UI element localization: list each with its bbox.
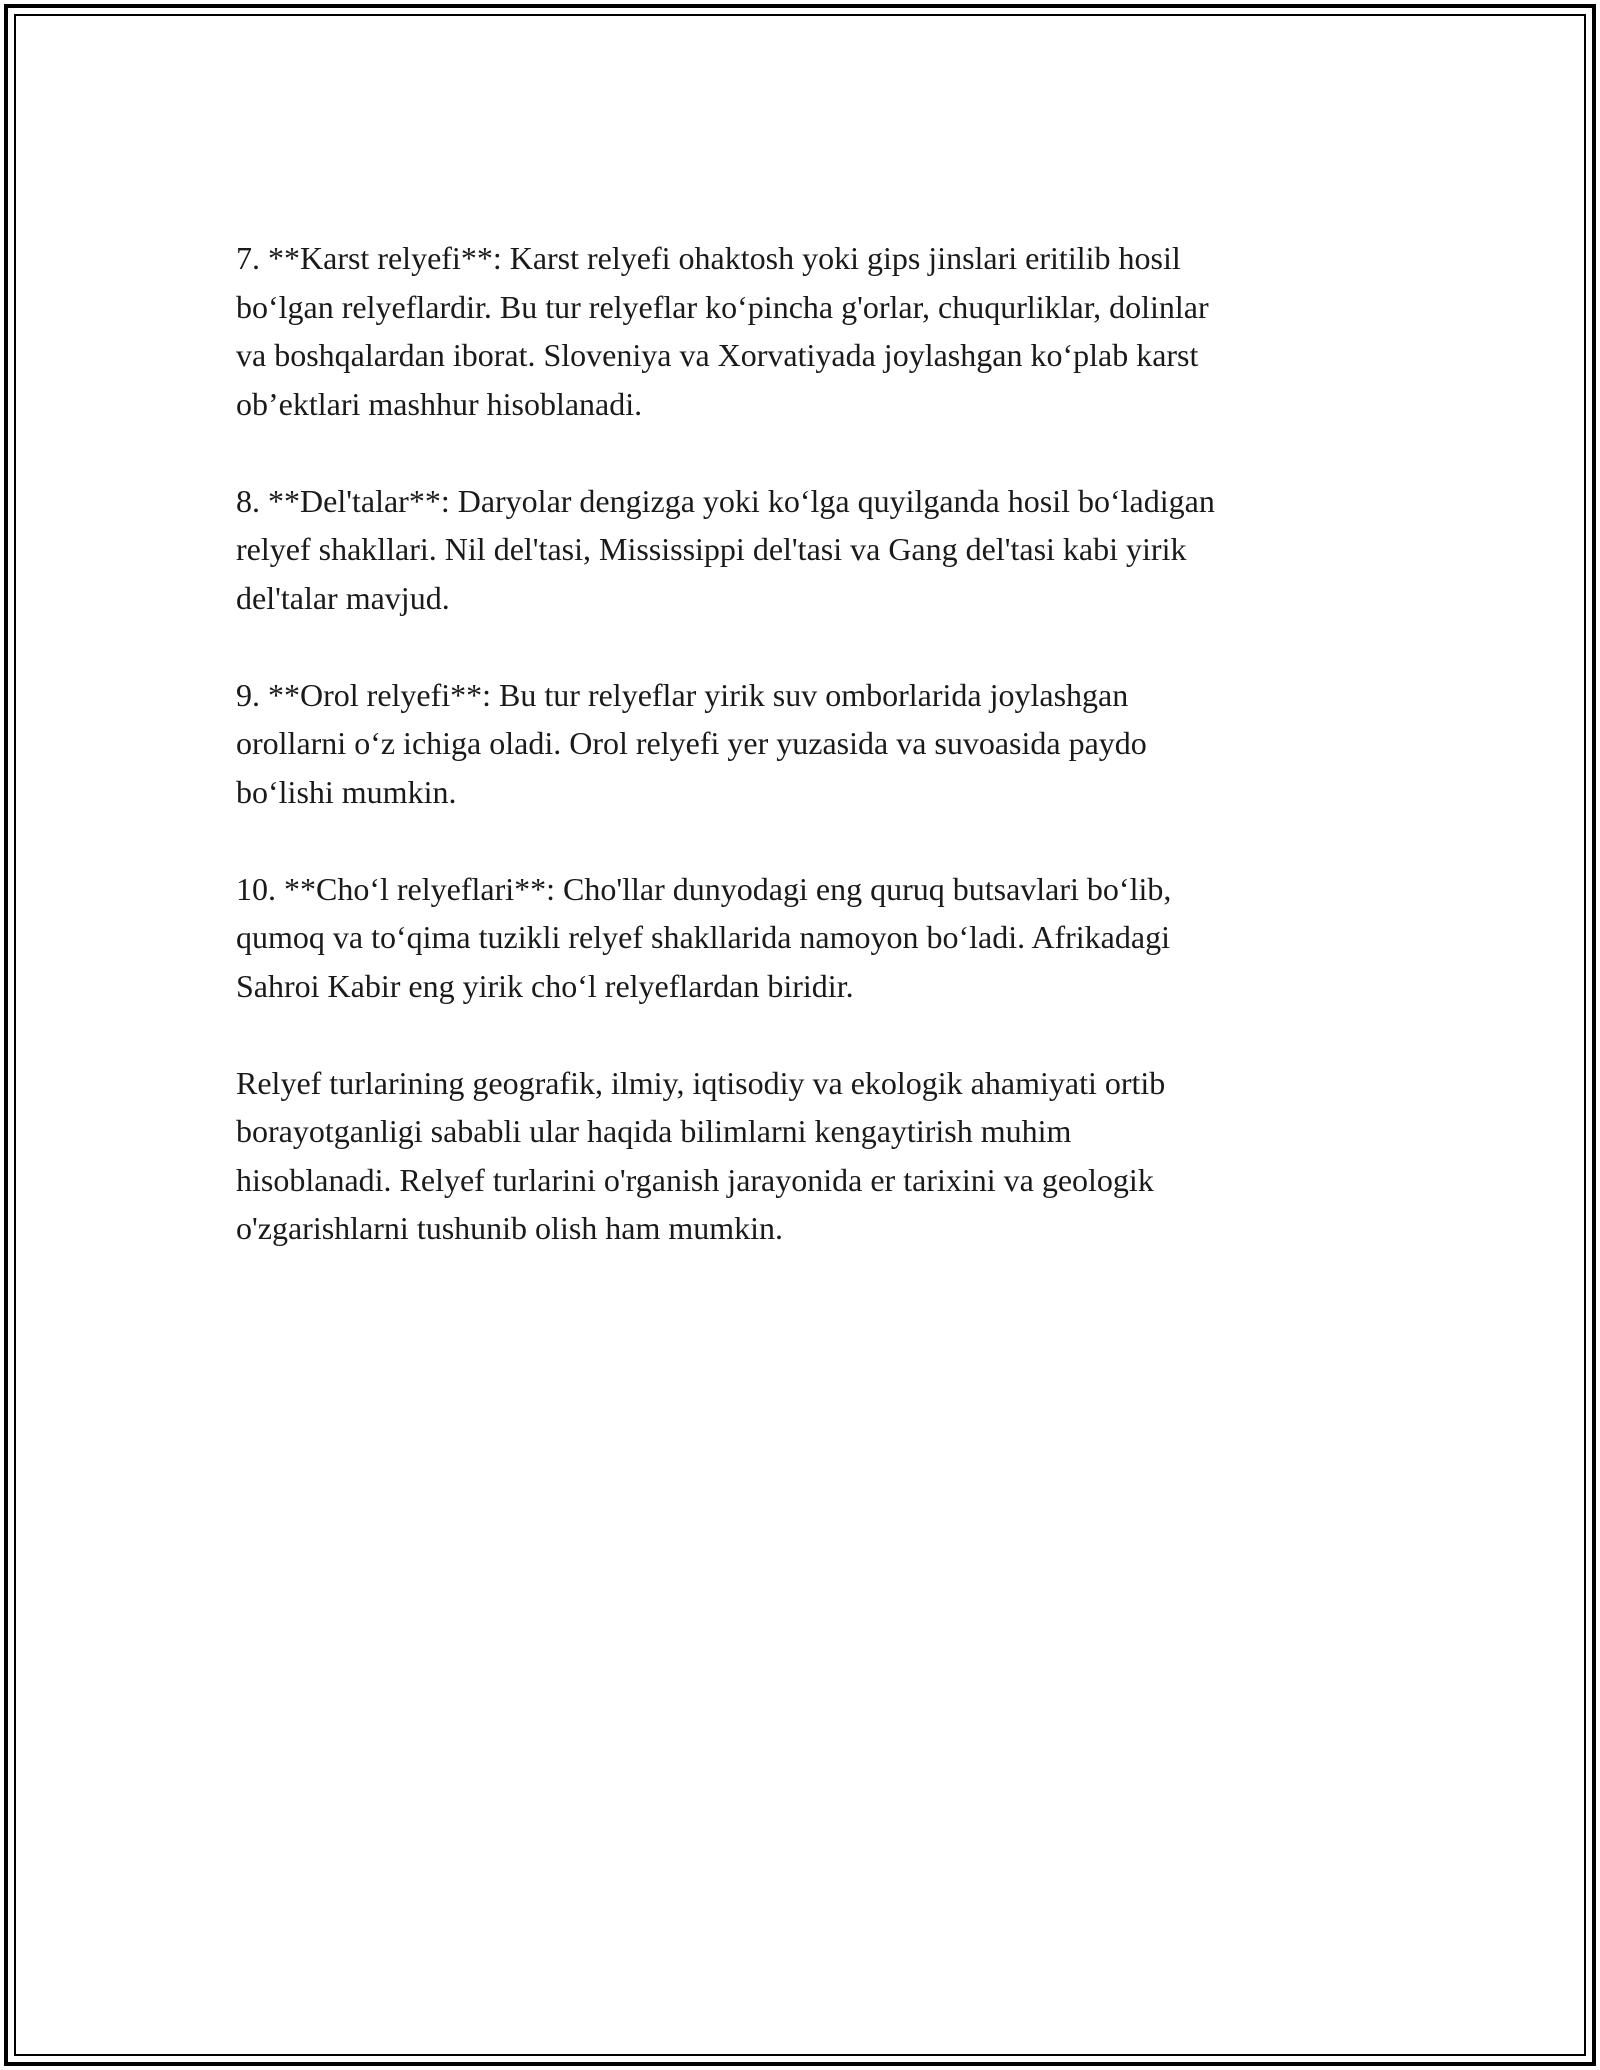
text-line: va boshqalardan iborat. Sloveniya va Xorvatiyada joylashgan ko‘plab karst	[236, 337, 1199, 373]
text-line: Relyef turlarining geografik, ilmiy, iqtisodiy va ekologik ahamiyati ortib	[236, 1064, 1166, 1101]
text-line: 8. **Del'talar**: Daryolar dengizga yoki ko‘lga quyilganda hosil bo‘ladigan	[236, 482, 1215, 519]
text-line: orollarni o‘z ichiga oladi. Orol relyefi yer yuzasida va suvoasida paydo	[236, 725, 1147, 761]
paragraph-conclusion	[236, 1059, 1396, 1253]
text-line: del'talar mavjud.	[236, 579, 450, 616]
text-line: ob’ektlari mashhur hisoblanadi.	[236, 385, 643, 422]
text-line: bo‘lishi mumkin.	[236, 773, 457, 810]
text-line: qumoq va to‘qima tuzikli relyef shakllarida namoyon bo‘ladi. Afrikadagi	[236, 919, 1170, 955]
document-body	[236, 234, 1396, 1301]
paragraph-deserts	[236, 865, 1396, 1011]
paragraph-karst	[236, 234, 1396, 428]
paragraph-islands	[236, 671, 1396, 817]
paragraph-deltas	[236, 477, 1396, 623]
text-line: relyef shakllari. Nil del'tasi, Mississippi del'tasi va Gang del'tasi kabi yirik	[236, 531, 1187, 567]
text-line: 7. **Karst relyefi**: Karst relyefi ohaktosh yoki gips jinslari eritilib hosil	[236, 240, 1181, 276]
text-line: o'zgarishlarni tushunib olish ham mumkin.	[236, 1210, 784, 1246]
text-line: Sahroi Kabir eng yirik cho‘l relyeflardan biridir.	[236, 967, 854, 1004]
text-line: bo‘lgan relyeflardir. Bu tur relyeflar ko‘pincha g'orlar, chuqurliklar, dolinlar	[236, 288, 1209, 325]
text-line: 10. **Cho‘l relyeflari**: Cho'llar dunyodagi eng quruq butsavlari bo‘lib,	[236, 870, 1172, 907]
text-line: hisoblanadi. Relyef turlarini o'rganish jarayonida er tarixini va geologik	[236, 1161, 1154, 1198]
text-line: borayotganligi sababli ular haqida bilimlarni kengaytirish muhim	[236, 1113, 1072, 1149]
text-line: 9. **Orol relyefi**: Bu tur relyeflar yirik suv omborlarida joylashgan	[236, 676, 1129, 713]
